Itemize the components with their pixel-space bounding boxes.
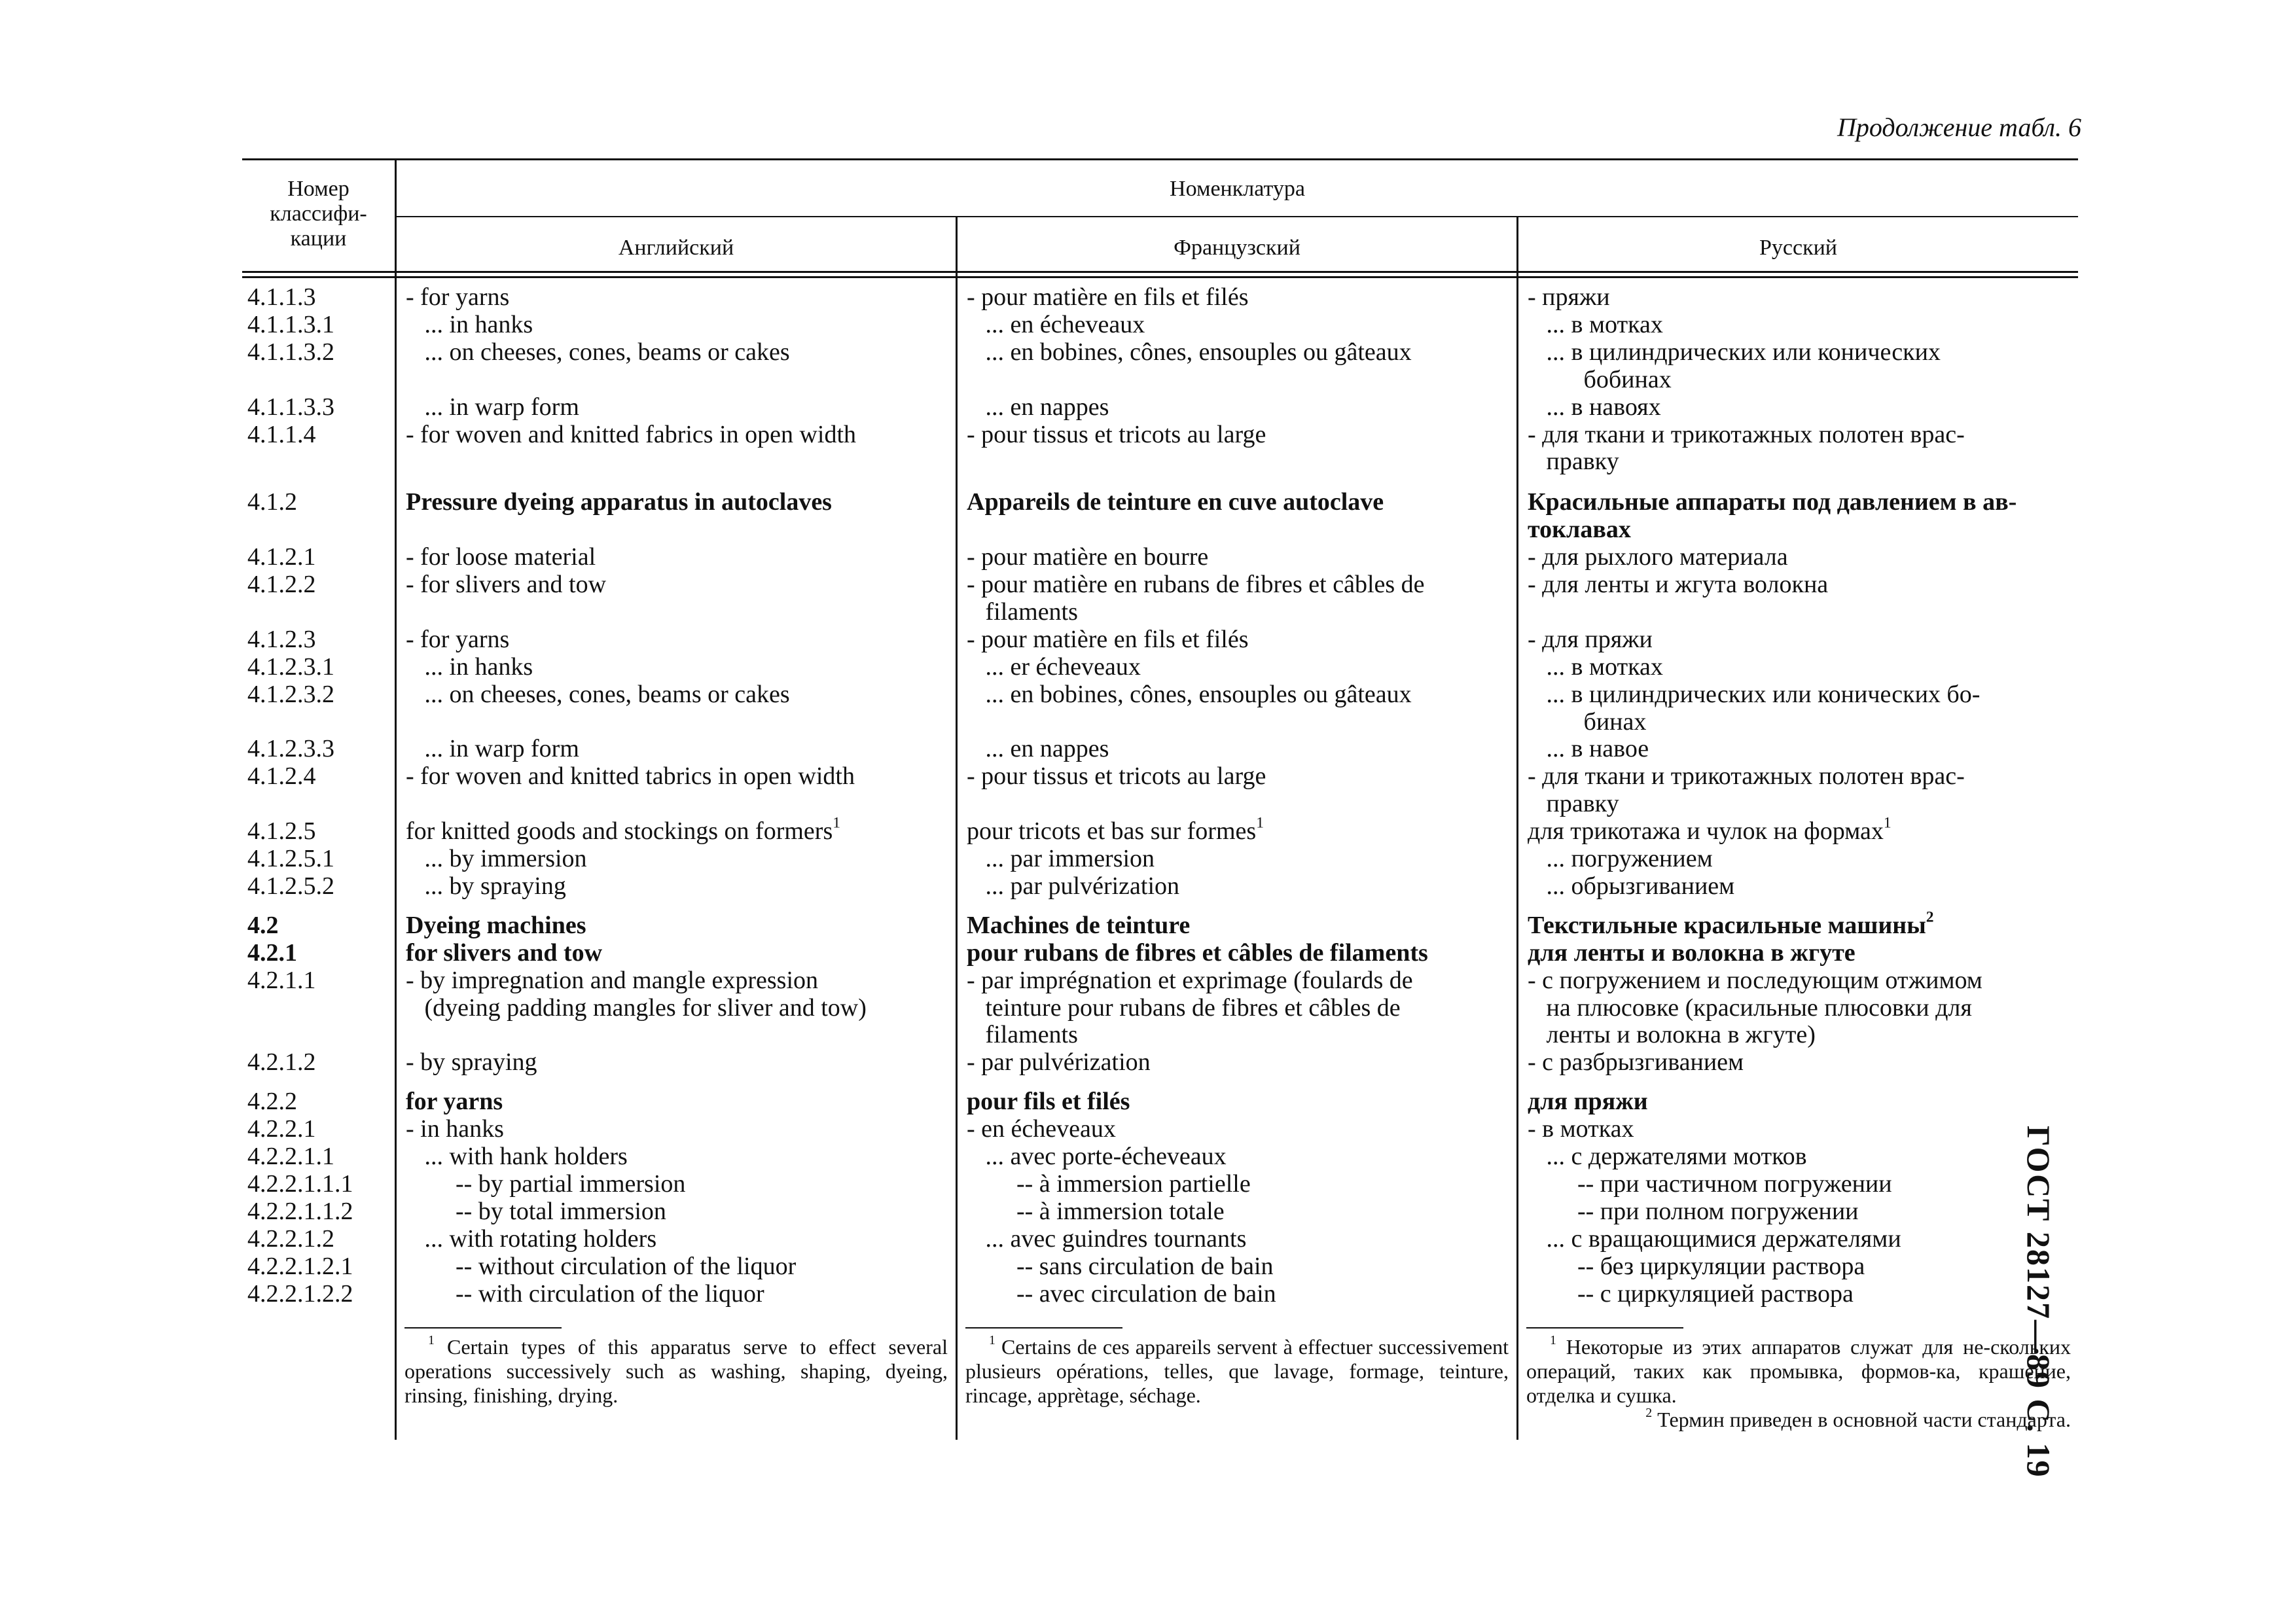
cell-num-row-36: 4.2.2.1.2 bbox=[247, 1224, 334, 1253]
cell-ru-row-2: ... в цилиндрических или конических bbox=[1528, 338, 1941, 366]
cell-ru-row-8: Красильные аппараты под давлением в ав- bbox=[1528, 488, 2017, 516]
cell-num-row-31: 4.2.2 bbox=[247, 1088, 297, 1116]
cell-ru-row-28: ленты и волокна в жгуте) bbox=[1528, 1021, 1816, 1049]
continuation-label: Продолжение табл. 6 bbox=[1837, 113, 2081, 142]
cell-ru-row-31: для пряжи bbox=[1528, 1088, 1648, 1116]
cell-ru-row-33: ... с держателями мотков bbox=[1528, 1143, 1807, 1170]
cell-en-row-26: - by impregnation and mangle expression bbox=[406, 966, 819, 994]
header-french: Французский bbox=[1174, 236, 1300, 260]
cell-fr-row-21: ... par immersion bbox=[967, 845, 1155, 872]
header-middle-rule bbox=[395, 216, 2078, 217]
cell-fr-row-15: ... en bobines, cônes, ensouples ou gâteaux bbox=[967, 680, 1412, 708]
cell-num-row-38: 4.2.2.1.2.2 bbox=[247, 1279, 353, 1308]
cell-en-row-10: - for loose material bbox=[406, 543, 596, 571]
cell-en-row-36: ... with rotating holders bbox=[406, 1224, 657, 1253]
footnote-rule-fr bbox=[965, 1327, 1122, 1329]
cell-ru-row-20: для трикотажа и чулок на формах$^1$ bbox=[1528, 814, 1892, 846]
cell-fr-row-29: - par pulvérization bbox=[967, 1048, 1151, 1077]
cell-en-row-35: -- by total immersion bbox=[406, 1197, 666, 1225]
cell-ru-row-26: - с погружением и последующим отжимом bbox=[1528, 966, 1982, 994]
header-russian: Русский bbox=[1759, 236, 1837, 260]
cell-en-row-32: - in hanks bbox=[406, 1115, 504, 1143]
cell-fr-row-26: - par imprégnation et exprimage (foulards de bbox=[967, 966, 1413, 994]
cell-en-row-11: - for slivers and tow bbox=[406, 571, 607, 598]
cell-en-row-4: ... in warp form bbox=[406, 393, 579, 421]
cell-fr-row-18: - pour tissus et tricots au large bbox=[967, 762, 1266, 791]
footnote-fr: $^1$ Certains de ces appareils servent à effectuer successivement plusieurs opérations, telles, que lavage, formage, teinture, rincage, apprètage, séchage. bbox=[965, 1333, 1509, 1407]
cell-num-row-18: 4.1.2.4 bbox=[247, 762, 316, 791]
cell-fr-row-28: filaments bbox=[967, 1021, 1078, 1049]
cell-ru-row-4: ... в навоях bbox=[1528, 393, 1661, 421]
cell-en-row-22: ... by spraying bbox=[406, 872, 566, 900]
cell-ru-row-32: - в мотках bbox=[1528, 1115, 1634, 1143]
cell-en-row-8: Pressure dyeing apparatus in autoclaves bbox=[406, 488, 832, 516]
cell-num-row-2: 4.1.1.3.2 bbox=[247, 338, 334, 366]
cell-ru-row-29: - с разбрызгиванием bbox=[1528, 1048, 1744, 1077]
footnote-rule-ru bbox=[1526, 1327, 1683, 1329]
header-number: Номер классифи- кации bbox=[270, 177, 367, 251]
cell-en-row-1: ... in hanks bbox=[406, 310, 533, 338]
cell-en-row-13: - for yarns bbox=[406, 625, 510, 653]
cell-ru-row-16: бинах bbox=[1528, 707, 1647, 736]
footnote-en: $^1$ Certain types of this apparatus serve to effect several operations successively such as washing, shaping, dyeing, rinsing, finishing, drying. bbox=[404, 1333, 948, 1407]
cell-ru-row-38: -- с циркуляцией раствора bbox=[1528, 1279, 1854, 1308]
cell-num-row-1: 4.1.1.3.1 bbox=[247, 310, 334, 338]
cell-en-row-38: -- with circulation of the liquor bbox=[406, 1279, 764, 1308]
cell-num-row-5: 4.1.1.4 bbox=[247, 420, 316, 448]
cell-en-row-20: for knitted goods and stockings on formers$^1$ bbox=[406, 814, 841, 846]
cell-fr-row-33: ... avec porte-écheveaux bbox=[967, 1143, 1227, 1170]
cell-ru-row-6: правку bbox=[1528, 448, 1619, 476]
cell-num-row-35: 4.2.2.1.1.2 bbox=[247, 1197, 353, 1225]
cell-en-row-0: - for yarns bbox=[406, 283, 510, 311]
cell-ru-row-36: ... с вращающимися держателями bbox=[1528, 1224, 1901, 1253]
cell-fr-row-37: -- sans circulation de bain bbox=[967, 1252, 1274, 1280]
cell-num-row-10: 4.1.2.1 bbox=[247, 543, 316, 571]
cell-ru-row-17: ... в навое bbox=[1528, 735, 1649, 763]
cell-fr-row-14: ... er écheveaux bbox=[967, 652, 1141, 681]
cell-num-row-29: 4.2.1.2 bbox=[247, 1048, 316, 1077]
cell-ru-row-3: бобинах bbox=[1528, 365, 1672, 393]
cell-ru-row-1: ... в мотках bbox=[1528, 310, 1663, 338]
cell-en-row-33: ... with hank holders bbox=[406, 1143, 628, 1170]
cell-ru-row-37: -- без циркуляции раствора bbox=[1528, 1252, 1865, 1280]
table-top-rule bbox=[242, 158, 2078, 160]
cell-en-row-5: - for woven and knitted fabrics in open width bbox=[406, 420, 857, 448]
cell-ru-row-19: правку bbox=[1528, 790, 1619, 818]
cell-num-row-20: 4.1.2.5 bbox=[247, 817, 316, 846]
cell-en-row-29: - by spraying bbox=[406, 1048, 537, 1077]
cell-fr-row-1: ... en écheveaux bbox=[967, 310, 1145, 338]
cell-num-row-14: 4.1.2.3.1 bbox=[247, 652, 334, 681]
cell-ru-row-13: - для пряжи bbox=[1528, 625, 1653, 653]
cell-fr-row-11: - pour matière en rubans de fibres et câbles de bbox=[967, 571, 1425, 598]
cell-fr-row-10: - pour matière en bourre bbox=[967, 543, 1209, 571]
cell-num-row-11: 4.1.2.2 bbox=[247, 571, 316, 598]
cell-ru-row-18: - для ткани и трикотажных полотен врас- bbox=[1528, 762, 1965, 791]
cell-en-row-31: for yarns bbox=[406, 1088, 503, 1116]
cell-ru-row-0: - пряжи bbox=[1528, 283, 1610, 311]
cell-ru-row-10: - для рыхлого материала bbox=[1528, 543, 1788, 571]
cell-fr-row-8: Appareils de teinture en cuve autoclave bbox=[967, 488, 1384, 516]
cell-ru-row-24: Текстильные красильные машины$^2$ bbox=[1528, 908, 1934, 939]
cell-num-row-17: 4.1.2.3.3 bbox=[247, 735, 334, 763]
footnote-ref-en: 1 bbox=[833, 814, 841, 832]
cell-ru-row-25: для ленты и волокна в жгуте bbox=[1528, 938, 1856, 967]
header-bottom-rule-1 bbox=[242, 271, 2078, 273]
cell-en-row-21: ... by immersion bbox=[406, 845, 587, 872]
cell-fr-row-24: Machines de teinture bbox=[967, 911, 1191, 939]
cell-num-row-0: 4.1.1.3 bbox=[247, 283, 316, 311]
cell-fr-row-31: pour fils et filés bbox=[967, 1088, 1130, 1116]
cell-fr-row-17: ... en nappes bbox=[967, 735, 1109, 763]
cell-fr-row-4: ... en nappes bbox=[967, 393, 1109, 421]
cell-num-row-4: 4.1.1.3.3 bbox=[247, 393, 334, 421]
footnote-ref-ru: 1 bbox=[1883, 814, 1892, 832]
cell-num-row-34: 4.2.2.1.1.1 bbox=[247, 1169, 353, 1198]
cell-ru-row-35: -- при полном погружении bbox=[1528, 1197, 1859, 1225]
cell-en-row-2: ... on cheeses, cones, beams or cakes bbox=[406, 338, 790, 366]
cell-fr-row-20: pour tricots et bas sur formes$^1$ bbox=[967, 814, 1264, 846]
cell-fr-row-34: -- à immersion partielle bbox=[967, 1169, 1251, 1198]
cell-ru-row-9: токлавах bbox=[1528, 516, 1631, 544]
standard-page-label: ГОСТ 28127—89 С. 19 bbox=[2020, 1126, 2057, 1478]
cell-fr-row-27: teinture pour rubans de fibres et câbles de bbox=[967, 993, 1401, 1022]
cell-en-row-15: ... on cheeses, cones, beams or cakes bbox=[406, 680, 790, 708]
cell-en-row-18: - for woven and knitted tabrics in open width bbox=[406, 762, 855, 791]
cell-num-row-22: 4.1.2.5.2 bbox=[247, 872, 334, 900]
cell-num-row-21: 4.1.2.5.1 bbox=[247, 845, 334, 872]
cell-num-row-32: 4.2.2.1 bbox=[247, 1115, 316, 1143]
cell-num-row-33: 4.2.2.1.1 bbox=[247, 1143, 334, 1170]
cell-fr-row-13: - pour matière en fils et filés bbox=[967, 625, 1249, 653]
cell-num-row-25: 4.2.1 bbox=[247, 938, 297, 967]
cell-en-row-34: -- by partial immersion bbox=[406, 1169, 686, 1198]
cell-fr-row-25: pour rubans de fibres et câbles de filaments bbox=[967, 938, 1428, 967]
cell-fr-row-0: - pour matière en fils et filés bbox=[967, 283, 1249, 311]
cell-en-row-24: Dyeing machines bbox=[406, 911, 586, 939]
col-divider-en bbox=[956, 217, 958, 1440]
cell-fr-row-12: filaments bbox=[967, 597, 1078, 626]
cell-ru-row-34: -- при частичном погружении bbox=[1528, 1169, 1892, 1198]
footnote-ref-ru: 2 bbox=[1926, 908, 1934, 926]
cell-num-row-24: 4.2 bbox=[247, 911, 279, 939]
footnote-ru: $^1$ Некоторые из этих аппаратов служат для не-скольких операций, таких как промывка, формов-ка, крашение, отделка и сушка. $^2$ Термин приведен в основной части стандарта. bbox=[1526, 1333, 2072, 1431]
cell-ru-row-27: на плюсовке (красильные плюсовки для bbox=[1528, 993, 1972, 1022]
cell-num-row-15: 4.1.2.3.2 bbox=[247, 680, 334, 708]
cell-ru-row-22: ... обрызгиванием bbox=[1528, 872, 1735, 900]
header-english: Английский bbox=[618, 236, 734, 260]
cell-en-row-37: -- without circulation of the liquor bbox=[406, 1252, 797, 1280]
col-divider-number bbox=[395, 158, 397, 1440]
footnote-ref-fr: 1 bbox=[1256, 814, 1264, 832]
footnote-rule-en bbox=[404, 1327, 562, 1329]
cell-ru-row-21: ... погружением bbox=[1528, 845, 1713, 872]
cell-en-row-27: (dyeing padding mangles for sliver and tow) bbox=[406, 993, 867, 1022]
header-bottom-rule-2 bbox=[242, 276, 2078, 278]
cell-fr-row-22: ... par pulvérization bbox=[967, 872, 1180, 900]
cell-fr-row-2: ... en bobines, cônes, ensouples ou gâteaux bbox=[967, 338, 1412, 366]
cell-ru-row-11: - для ленты и жгута волокна bbox=[1528, 571, 1829, 598]
cell-en-row-17: ... in warp form bbox=[406, 735, 579, 763]
cell-en-row-14: ... in hanks bbox=[406, 652, 533, 681]
cell-ru-row-15: ... в цилиндрических или конических бо- bbox=[1528, 680, 1981, 708]
col-divider-fr bbox=[1516, 217, 1518, 1440]
cell-num-row-8: 4.1.2 bbox=[247, 488, 297, 516]
cell-fr-row-38: -- avec circulation de bain bbox=[967, 1279, 1276, 1308]
cell-fr-row-5: - pour tissus et tricots au large bbox=[967, 420, 1266, 448]
cell-num-row-26: 4.2.1.1 bbox=[247, 966, 316, 994]
cell-fr-row-35: -- à immersion totale bbox=[967, 1197, 1225, 1225]
cell-num-row-37: 4.2.2.1.2.1 bbox=[247, 1252, 353, 1280]
header-nomenclature: Номенклатура bbox=[1170, 177, 1305, 201]
cell-fr-row-32: - en écheveaux bbox=[967, 1115, 1116, 1143]
cell-en-row-25: for slivers and tow bbox=[406, 938, 603, 967]
cell-num-row-13: 4.1.2.3 bbox=[247, 625, 316, 653]
cell-ru-row-14: ... в мотках bbox=[1528, 652, 1663, 681]
cell-ru-row-5: - для ткани и трикотажных полотен врас- bbox=[1528, 420, 1965, 448]
cell-fr-row-36: ... avec guindres tournants bbox=[967, 1224, 1247, 1253]
